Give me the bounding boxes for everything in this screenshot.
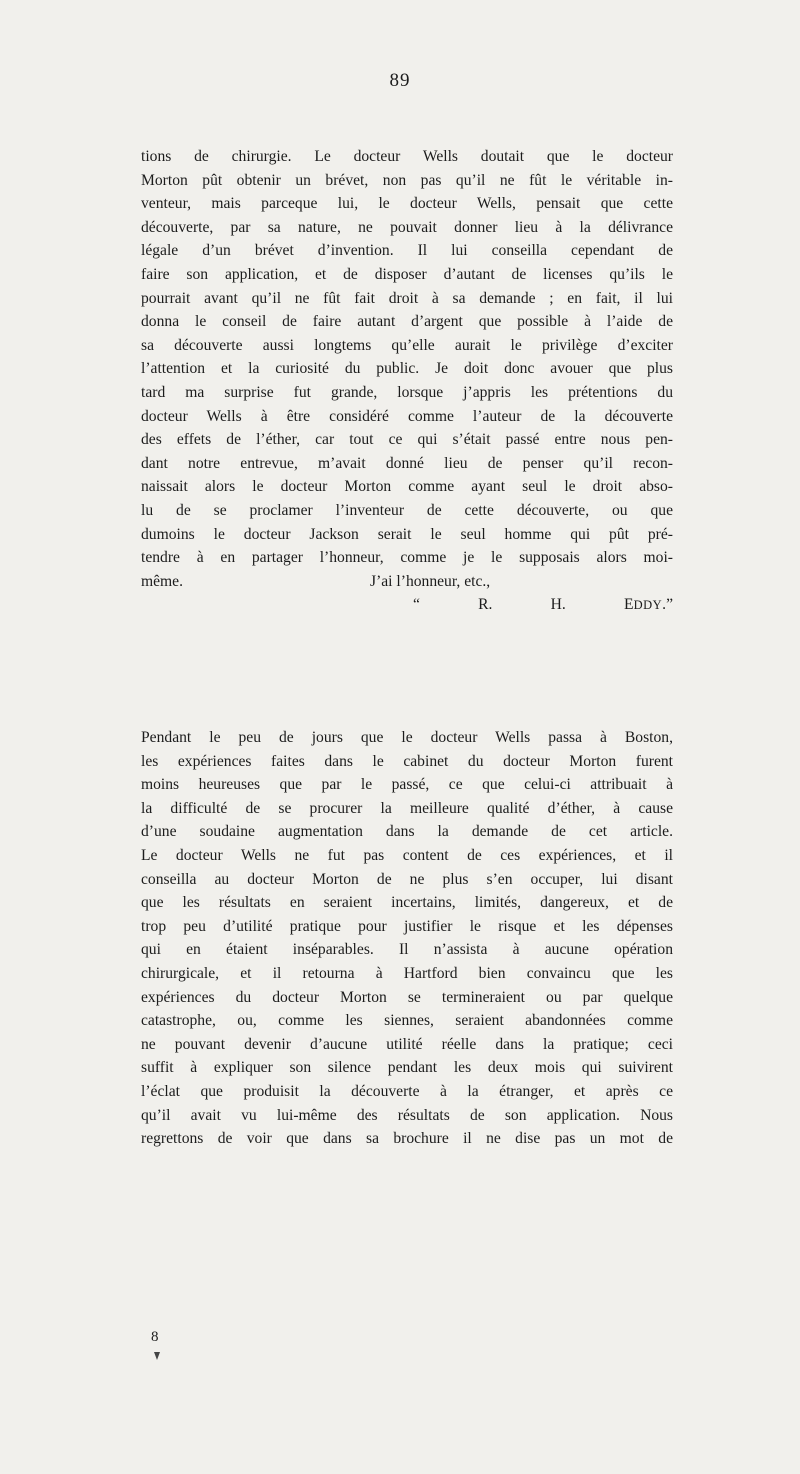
signature-close: .”	[662, 596, 673, 614]
text-line: dumoins le docteur Jackson serait le seul homme qui pût pré-	[141, 525, 673, 543]
text-line: docteur Wells à être considéré comme l’auteur de la découverte	[141, 407, 673, 425]
text-line: chirurgicale, et il retourna à Hartford bien convaincu que les	[141, 964, 673, 982]
text-line: d’une soudaine augmentation dans la demande de cet article.	[141, 823, 673, 841]
paragraph-letter-end	[141, 145, 673, 617]
closing-salutation: J’ai l’honneur, etc.,	[370, 572, 491, 590]
text-line: pourrait avant qu’il ne fût fait droit à sa demande ; en fait, il lui	[141, 289, 673, 307]
text-line: regrettons de voir que dans sa brochure il ne dise pas un mot de	[141, 1130, 673, 1148]
text-line: moins heureuses que par le passé, ce que celui-ci attribuait à	[141, 776, 673, 794]
page-number: 89	[389, 70, 411, 91]
text-line: dant notre entrevue, m’avait donné lieu de penser qu’il recon-	[141, 454, 673, 472]
text-line: venteur, mais parceque lui, le docteur Wells, pensait que cette	[141, 195, 673, 213]
text-line: trop peu d’utilité pratique pour justifier le risque et les dépenses	[141, 917, 673, 935]
text-line: les expériences faites dans le cabinet du docteur Morton furent	[141, 752, 673, 770]
text-line: qu’il avait vu lui-même des résultats de son application. Nous	[141, 1106, 673, 1124]
text-line: la difficulté de se procurer la meilleure qualité d’éther, à cause	[141, 799, 673, 817]
text-line: découverte, par sa nature, ne pouvait donner lieu à la délivrance	[141, 218, 673, 236]
closing-row	[141, 570, 673, 594]
text-line: des effets de l’éther, car tout ce qui s’était passé entre nous pen-	[141, 431, 673, 449]
text-line: légale d’un brévet d’invention. Il lui conseilla cependant de	[141, 242, 673, 260]
text-line: Morton pût obtenir un brévet, non pas qu’il ne fût le véritable in-	[141, 171, 673, 189]
text-line: donna le conseil de faire autant d’argent que possible à l’aide de	[141, 313, 673, 331]
text-line: Pendant le peu de jours que le docteur Wells passa à Boston,	[141, 729, 673, 746]
text-line: l’attention et la curiosité du public. Je doit donc avouer que plus	[141, 360, 673, 378]
signature	[141, 593, 673, 617]
text-line: faire son application, et de disposer d’autant de licenses qu’ils le	[141, 265, 673, 283]
text-line: suffit à expliquer son silence pendant les deux mois qui suivirent	[141, 1059, 673, 1077]
text-line: que les résultats en seraient incertains, limités, dangereux, et de	[141, 894, 673, 912]
closing-word: même.	[141, 572, 183, 590]
text-line: l’éclat que produisit la découverte à la étranger, et après ce	[141, 1082, 673, 1100]
text-line: lu de se proclamer l’inventeur de cette découverte, ou que	[141, 501, 673, 519]
text-line: conseilla au docteur Morton de ne plus s’en occuper, lui disant	[141, 870, 673, 888]
ink-mark-icon	[154, 1352, 160, 1360]
text-line: tions de chirurgie. Le docteur Wells doutait que le docteur	[141, 148, 673, 165]
text-line: naissait alors le docteur Morton comme ayant seul le droit abso-	[141, 478, 673, 496]
paragraph-narrative	[141, 726, 673, 1151]
text-line: qui en étaient inséparables. Il n’assista à aucune opération	[141, 941, 673, 959]
text-line: expériences du docteur Morton se termineraient ou par quelque	[141, 988, 673, 1006]
text-line: tendre à en partager l’honneur, comme je le supposais alors moi-	[141, 549, 673, 567]
signature-smallcaps: DDY	[633, 598, 663, 613]
signature-initials: “ R. H. E	[413, 596, 634, 614]
text-line: Le docteur Wells ne fut pas content de ces expériences, et il	[141, 846, 673, 864]
text-line: sa découverte aussi longtems qu’elle aurait le privilège d’exciter	[141, 336, 673, 354]
signature-mark: 8	[151, 1329, 159, 1345]
text-line: catastrophe, ou, comme les siennes, seraient abandonnées comme	[141, 1012, 673, 1030]
text-line: tard ma surprise fut grande, lorsque j’appris les prétentions du	[141, 383, 673, 401]
text-line: ne pouvant devenir d’aucune utilité réelle dans la pratique; ceci	[141, 1035, 673, 1053]
